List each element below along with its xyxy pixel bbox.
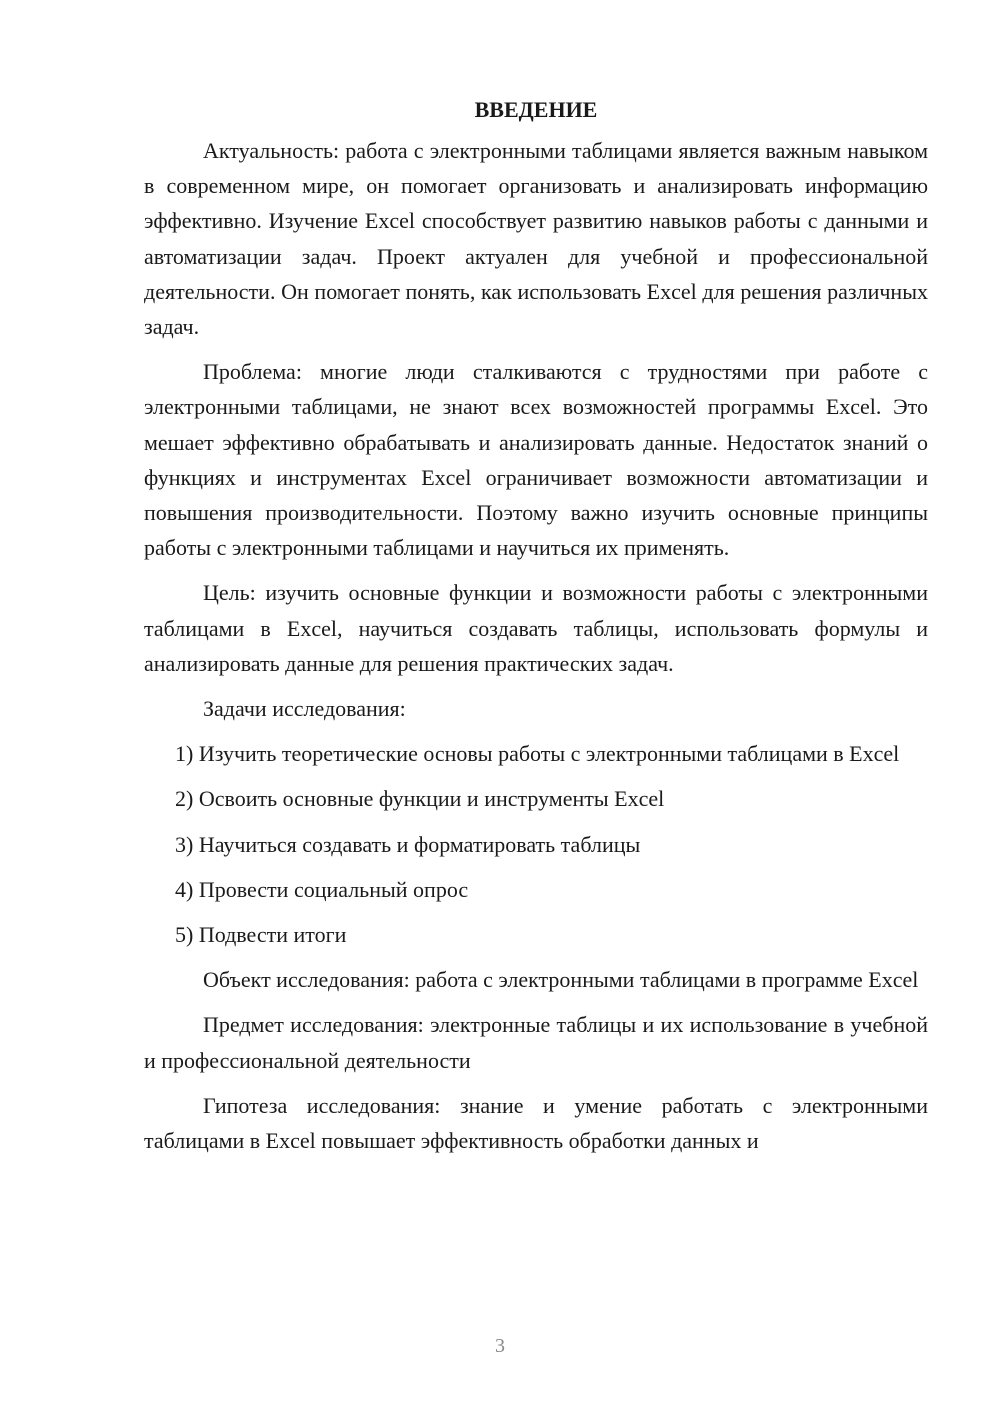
tasks-list xyxy=(144,736,928,952)
paragraph-relevance: Актуальность: работа с электронными таблицами является важным навыком в современном мире, он помогает организовать и анализировать информацию эффективно. Изучение Excel способствует развитию навыков работы с данными и автоматизации задач. Проект актуален для учебной и профессиональной деятельности. Он помогает понять, как использовать Excel для решения различных задач. xyxy=(144,138,928,340)
paragraph-problem: Проблема: многие люди сталкиваются с трудностями при работе с электронными таблицами, не знают всех возможностей программы Excel. Это мешает эффективно обрабатывать и анализировать данные. Недостаток знаний о функциях и инструментах Excel ограничивает возможности автоматизации и повышения производительности. Поэтому важно изучить основные принципы работы с электронными таблицами и научиться их применять. xyxy=(144,359,928,561)
document-page xyxy=(144,92,928,1168)
page-number: 3 xyxy=(495,1335,505,1357)
tasks-heading: Задачи исследования: xyxy=(203,696,406,722)
page-title: ВВЕДЕНИЕ xyxy=(474,97,598,122)
paragraph-goal: Цель: изучить основные функции и возможности работы с электронными таблицами в Excel, научиться создавать таблицы, использовать формулы и анализировать данные для решения практических задач. xyxy=(144,580,928,676)
list-item: 2) Освоить основные функции и инструменты Excel xyxy=(175,786,665,812)
list-item: 1) Изучить теоретические основы работы с электронными таблицами в Excel xyxy=(175,741,900,767)
paragraph-object: Объект исследования: работа с электронными таблицами в программе Excel xyxy=(203,967,919,993)
paragraph-subject: Предмет исследования: электронные таблицы и их использование в учебной и профессиональной деятельности xyxy=(144,1012,928,1073)
list-item: 5) Подвести итоги xyxy=(175,922,347,948)
paragraph-hypothesis: Гипотеза исследования: знание и умение работать с электронными таблицами в Excel повышает эффективность обработки данных и xyxy=(144,1092,928,1154)
list-item: 3) Научиться создавать и форматировать таблицы xyxy=(175,831,641,857)
list-item: 4) Провести социальный опрос xyxy=(175,876,469,902)
